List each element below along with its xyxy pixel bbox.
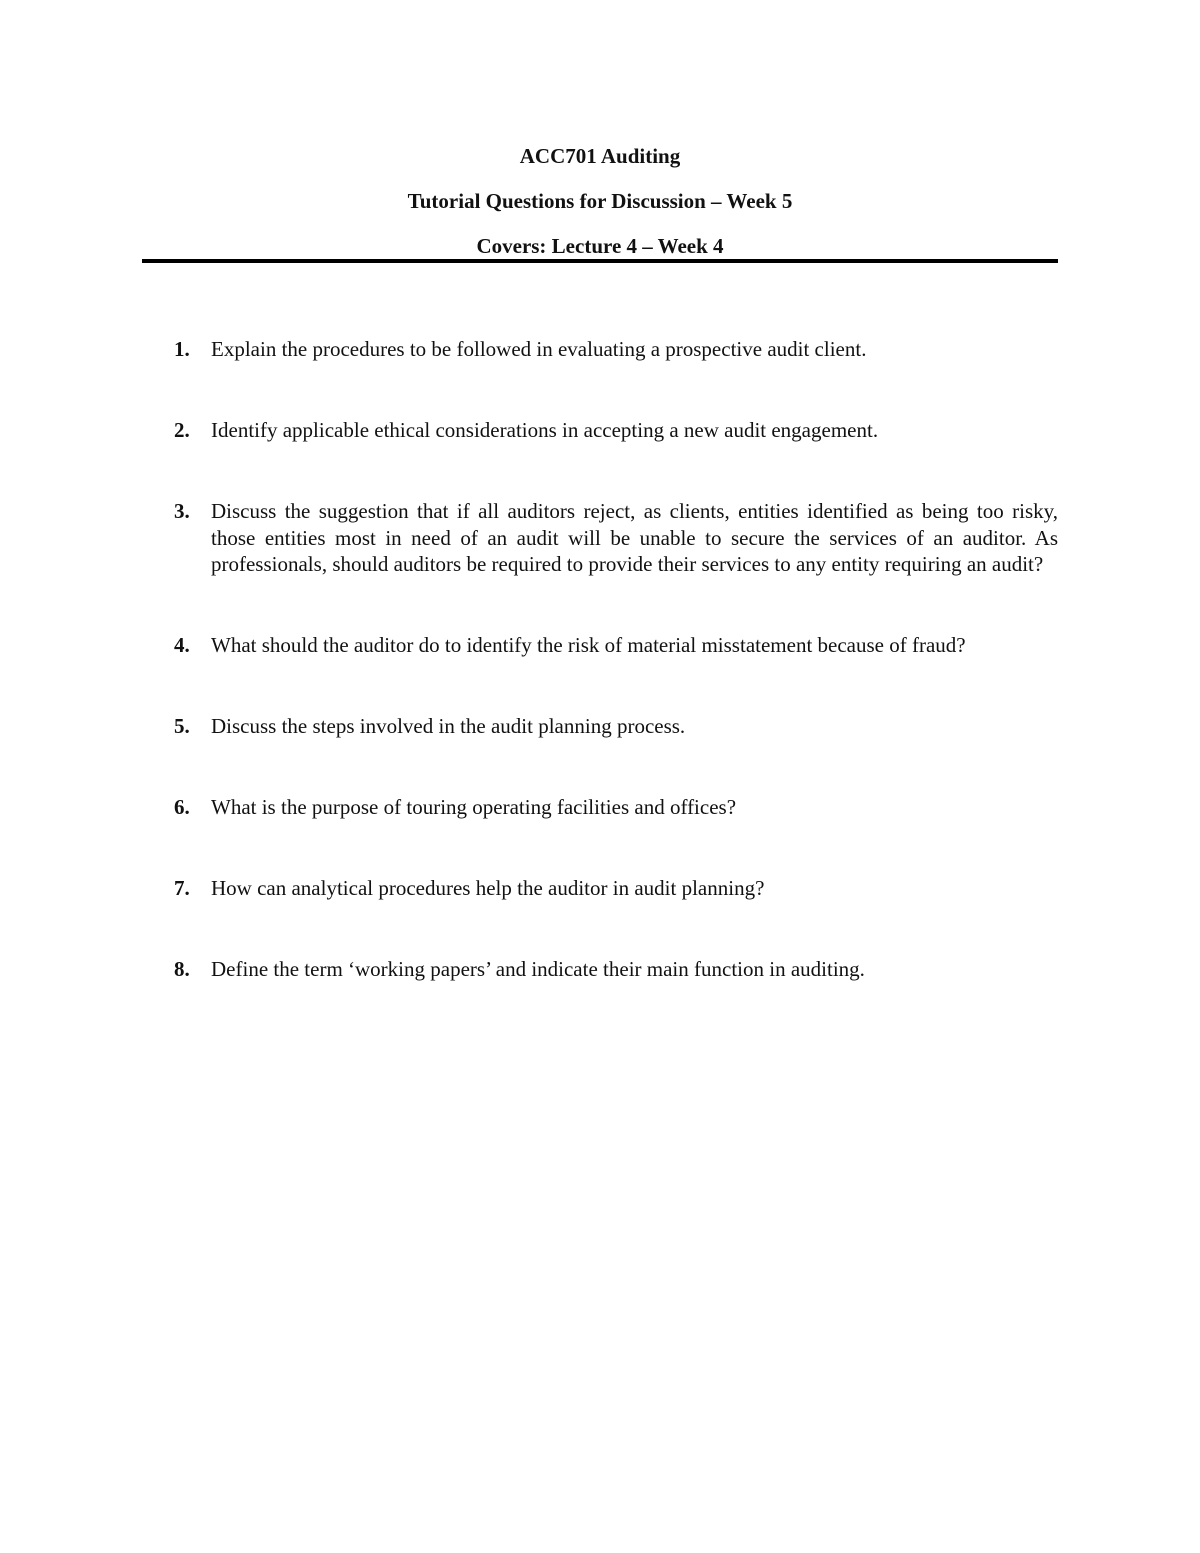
question-text: Discuss the steps involved in the audit planning process. — [211, 714, 686, 738]
question-number: 6. — [174, 795, 190, 819]
question-item — [142, 336, 1058, 363]
question-item — [142, 632, 1058, 659]
question-number: 3. — [174, 499, 190, 523]
header-divider — [142, 259, 1058, 263]
question-text: Explain the procedures to be followed in evaluating a prospective audit client. — [211, 337, 867, 361]
question-text: Define the term ‘working papers’ and indicate their main function in auditing. — [211, 957, 865, 981]
question-item — [142, 498, 1058, 578]
question-number: 5. — [174, 714, 190, 738]
document-covers: Covers: Lecture 4 – Week 4 — [476, 234, 724, 258]
question-text: What should the auditor do to identify the risk of material misstatement because of fraud? — [211, 633, 966, 657]
question-text: Discuss the suggestion that if all auditors reject, as clients, entities identified as being too risky, those entities most in need of an audit will be unable to secure the services of an auditor. As professionals, should auditors be required to provide their services to any entity requiring an audit? — [211, 499, 1058, 576]
question-number: 4. — [174, 633, 190, 657]
question-item — [142, 956, 1058, 983]
question-item — [142, 875, 1058, 902]
question-number: 7. — [174, 876, 190, 900]
question-item — [142, 417, 1058, 444]
question-list — [142, 336, 1058, 1037]
question-number: 1. — [174, 337, 190, 361]
question-item — [142, 713, 1058, 740]
question-text: How can analytical procedures help the auditor in audit planning? — [211, 876, 765, 900]
question-number: 8. — [174, 957, 190, 981]
document-subtitle: Tutorial Questions for Discussion – Week 5 — [407, 189, 793, 213]
document-title: ACC701 Auditing — [519, 144, 681, 168]
question-text: Identify applicable ethical considerations in accepting a new audit engagement. — [211, 418, 879, 442]
question-text: What is the purpose of touring operating facilities and offices? — [211, 795, 737, 819]
question-item — [142, 794, 1058, 821]
question-number: 2. — [174, 418, 190, 442]
document-header — [142, 140, 1058, 259]
